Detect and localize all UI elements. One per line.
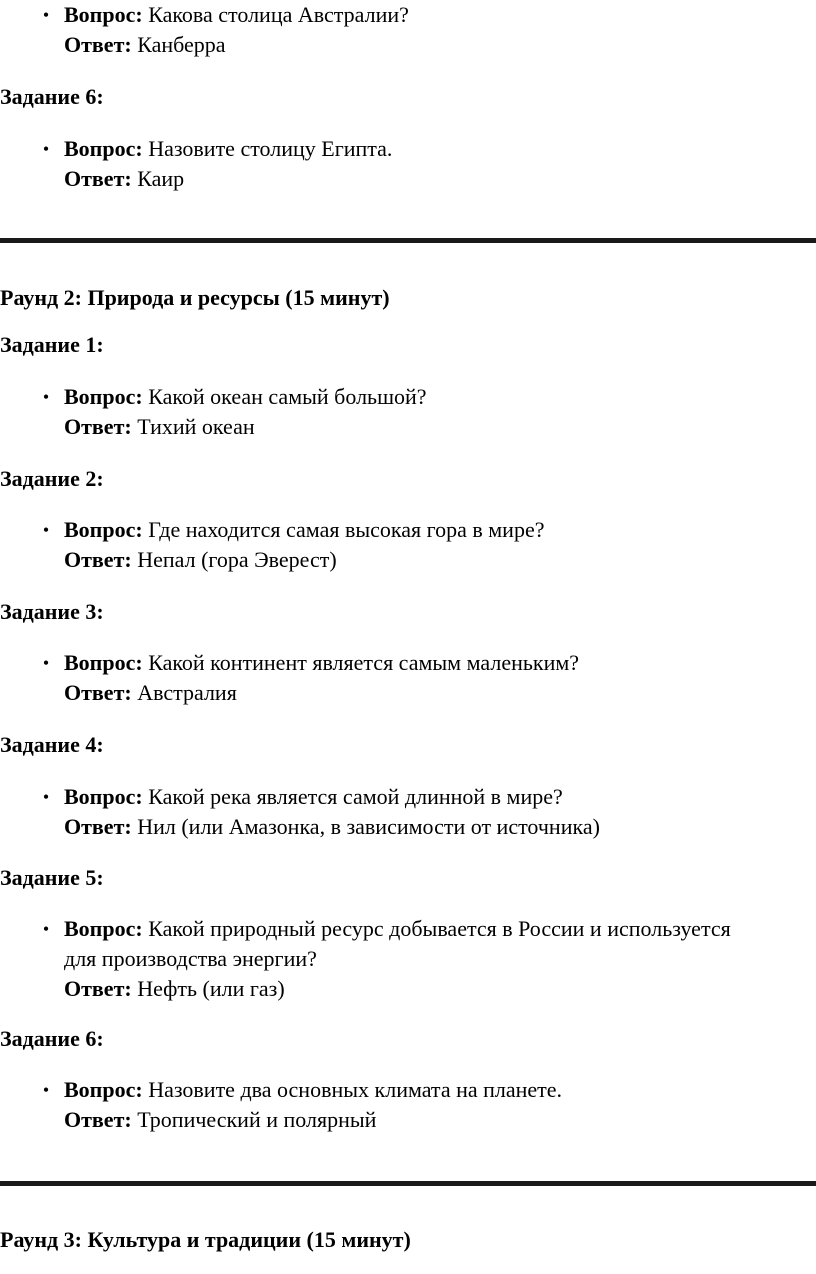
answer-label: Ответ: xyxy=(64,976,132,1001)
task-heading: Задание 6: xyxy=(0,1026,104,1051)
question-line xyxy=(64,914,816,944)
horizontal-rule xyxy=(0,238,816,243)
round-heading: Раунд 3: Культура и традиции (15 минут) xyxy=(0,1227,411,1252)
answer-line xyxy=(64,812,816,842)
answer-text: Нефть (или газ) xyxy=(137,976,285,1001)
answer-text: Канберра xyxy=(137,32,226,57)
answer-label: Ответ: xyxy=(64,32,132,57)
question-label: Вопрос: xyxy=(64,650,143,675)
answer-text: Австралия xyxy=(137,680,237,705)
question-line-continued: для производства энергии? xyxy=(64,946,317,971)
question-line xyxy=(64,1075,816,1105)
question-label: Вопрос: xyxy=(64,784,143,809)
bullet-icon: • xyxy=(42,787,50,807)
answer-line xyxy=(64,678,816,708)
answer-label: Ответ: xyxy=(64,414,132,439)
bullet-icon: • xyxy=(42,653,50,673)
question-line xyxy=(64,782,816,812)
bullet-icon: • xyxy=(42,5,50,25)
bullet-icon: • xyxy=(42,387,50,407)
question-text: Какой континент является самым маленьким? xyxy=(148,650,580,675)
answer-line xyxy=(64,164,816,194)
task-heading: Задание 2: xyxy=(0,466,104,491)
bullet-icon: • xyxy=(42,520,50,540)
answer-line xyxy=(64,1105,816,1135)
answer-label: Ответ: xyxy=(64,1107,132,1132)
bullet-icon: • xyxy=(42,139,50,159)
task-heading: Задание 1: xyxy=(0,332,104,357)
round-heading: Раунд 2: Природа и ресурсы (15 минут) xyxy=(0,285,390,310)
answer-label: Ответ: xyxy=(64,680,132,705)
answer-label: Ответ: xyxy=(64,547,132,572)
question-label: Вопрос: xyxy=(64,517,143,542)
answer-text: Тропический и полярный xyxy=(137,1107,377,1132)
bullet-icon: • xyxy=(42,919,50,939)
question-label: Вопрос: xyxy=(64,1077,143,1102)
question-text: Какова столица Австралии? xyxy=(148,2,409,27)
question-label: Вопрос: xyxy=(64,384,143,409)
question-line xyxy=(64,515,816,545)
question-text: Назовите столицу Египта. xyxy=(148,136,393,161)
answer-label: Ответ: xyxy=(64,814,132,839)
task-heading: Задание 5: xyxy=(0,865,104,890)
answer-text: Тихий океан xyxy=(137,414,255,439)
answer-text: Каир xyxy=(137,166,185,191)
task-heading: Задание 3: xyxy=(0,599,104,624)
answer-line xyxy=(64,412,816,442)
answer-line xyxy=(64,545,816,575)
question-text: Какой река является самой длинной в мире? xyxy=(148,784,563,809)
task-heading: Задание 4: xyxy=(0,732,104,757)
question-line xyxy=(64,0,816,30)
question-text: Какой океан самый большой? xyxy=(148,384,427,409)
question-line xyxy=(64,382,816,412)
task-heading: Задание 6: xyxy=(0,84,104,109)
question-text: Какой природный ресурс добывается в России и используется xyxy=(148,916,731,941)
question-label: Вопрос: xyxy=(64,2,143,27)
question-text: Где находится самая высокая гора в мире? xyxy=(148,517,545,542)
horizontal-rule xyxy=(0,1181,816,1186)
question-label: Вопрос: xyxy=(64,136,143,161)
answer-text: Непал (гора Эверест) xyxy=(137,547,337,572)
question-text: Назовите два основных климата на планете. xyxy=(148,1077,563,1102)
question-line xyxy=(64,134,816,164)
answer-line xyxy=(64,30,816,60)
answer-text: Нил (или Амазонка, в зависимости от источника) xyxy=(137,814,600,839)
answer-line xyxy=(64,974,816,1004)
bullet-icon: • xyxy=(42,1080,50,1100)
question-line xyxy=(64,648,816,678)
question-label: Вопрос: xyxy=(64,916,143,941)
answer-label: Ответ: xyxy=(64,166,132,191)
